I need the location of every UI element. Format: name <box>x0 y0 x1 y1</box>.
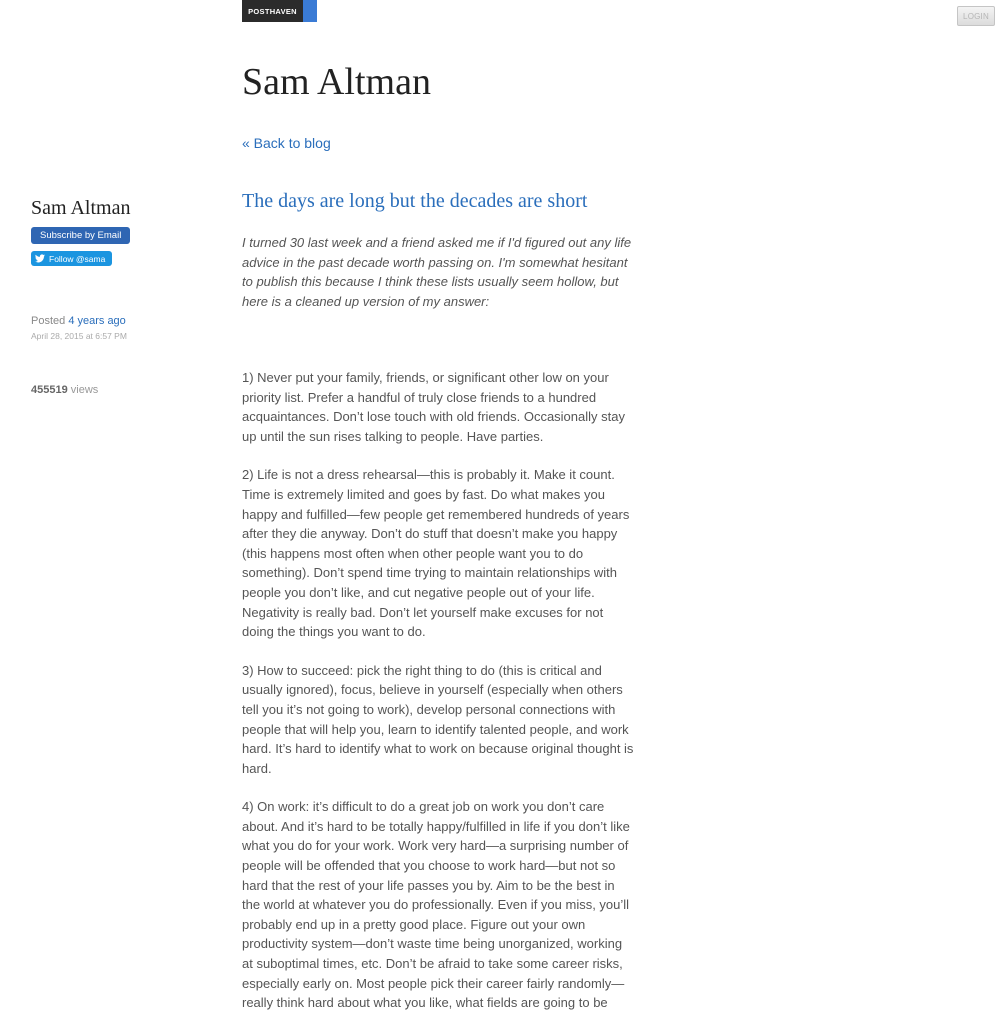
twitter-follow-button[interactable] <box>31 251 112 266</box>
post-paragraph-4: 4) On work: it’s difficult to do a great job on work you don’t care about. And it’s hard to be totally happy/fulfilled in life if you don’t like what you do for your work. Work very hard—a surprising number of people will be offended that you choose to work hard—but not so hard that the rest of your life passes you by. Aim to be the best in the world at whatever you do professionally. Even if you miss, you’ll probably end up in a pretty good place. Figure out your own productivity system—don’t waste time being unorganized, working at suboptimal times, etc. Don’t be afraid to take some career risks, especially early on. Most people pick their career fairly randomly—really think hard about what you like, what fields are going to be <box>242 799 630 1011</box>
subscribe-by-email-button[interactable]: Subscribe by Email <box>31 227 130 244</box>
post-intro: I turned 30 last week and a friend asked me if I'd figured out any life advice in the past decade worth passing on. I'm somewhat hesitant to publish this because I think these lists usually seem hollow, but here is a cleaned up version of my answer: <box>242 235 632 309</box>
posted-info <box>31 314 221 329</box>
post-paragraph-1: 1) Never put your family, friends, or significant other low on your priority list. Prefer a handful of truly close friends to a hundred acquaintances. Don’t lose touch with old friends. Occasionally stay up until the sun rises talking to people. Have parties. <box>242 370 625 444</box>
view-count <box>31 384 221 396</box>
login-button[interactable]: LOGIN <box>957 6 995 26</box>
posthaven-badge-label: POSTHAVEN <box>242 0 303 22</box>
posthaven-badge-accent <box>303 0 317 22</box>
twitter-bird-icon <box>35 254 45 263</box>
posted-prefix: Posted <box>31 315 66 327</box>
post-paragraph-3: 3) How to succeed: pick the right thing to do (this is critical and usually ignored), focus, believe in yourself (especially when others tell you it’s not going to work), develop personal connections with people that will help you, learn to identify talented people, and work hard. It’s hard to identify what to work on because original thought is hard. <box>242 662 634 776</box>
post-body <box>242 368 636 1032</box>
post-title[interactable]: The days are long but the decades are short <box>242 190 588 212</box>
sidebar-author-name[interactable]: Sam Altman <box>31 197 131 219</box>
back-to-blog-link[interactable]: « Back to blog <box>242 135 331 151</box>
twitter-follow-label: Follow @sama <box>49 253 106 264</box>
posted-relative-link[interactable]: 4 years ago <box>68 315 126 327</box>
posted-date: April 28, 2015 at 6:57 PM <box>31 331 127 341</box>
post-paragraph-2: 2) Life is not a dress rehearsal—this is probably it. Make it count. Time is extremely limited and goes by fast. Do what makes you happy and fulfilled—few people get remembered hundreds of years after they die anyway. Don’t do stuff that doesn’t make you happy (this happens most often when other people want you to do something). Don’t spend time trying to maintain relationships with people you don’t like, and cut negative people out of your life. Negativity is really bad. Don’t let yourself make excuses for not doing the things you want to do. <box>242 467 630 640</box>
views-number: 455519 <box>31 384 68 396</box>
views-label: views <box>70 384 99 396</box>
blog-title[interactable]: Sam Altman <box>242 61 431 103</box>
posthaven-badge[interactable] <box>242 0 317 22</box>
sidebar <box>31 196 221 396</box>
